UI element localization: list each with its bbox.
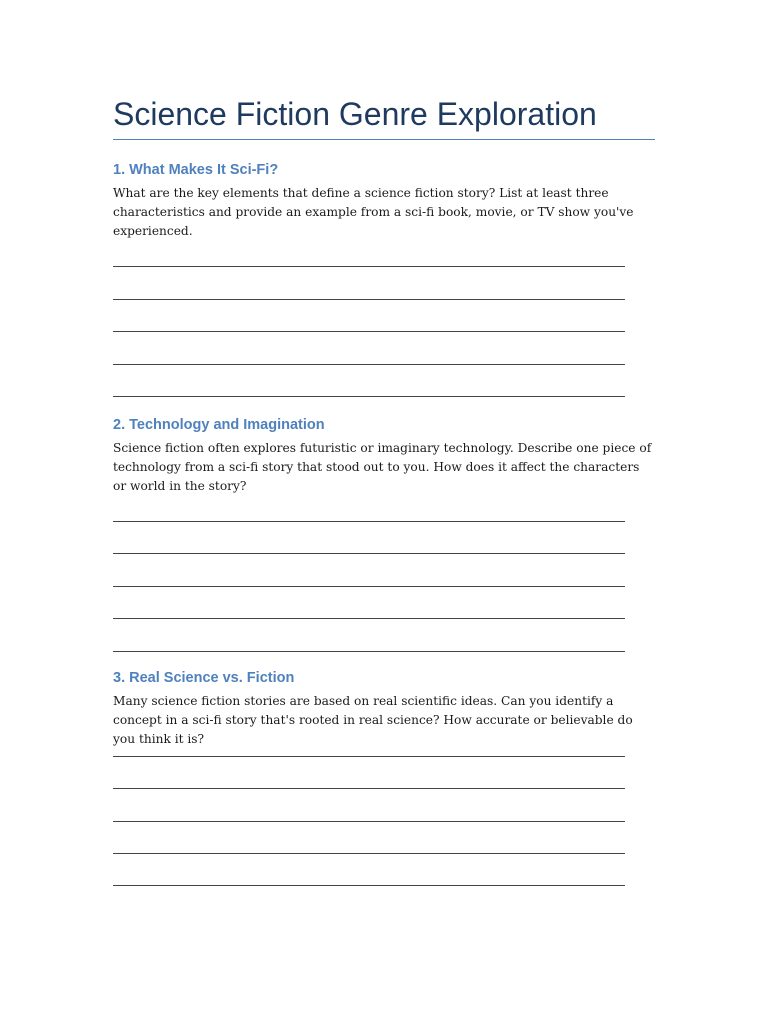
section-3-answer-line-4[interactable] bbox=[113, 853, 625, 854]
section-1-answer-line-3[interactable] bbox=[113, 331, 625, 332]
section-3-answer-line-1[interactable] bbox=[113, 756, 625, 757]
section-3-prompt: Many science fiction stories are based on real scientific ideas. Can you identify a concept in a sci-fi story that's rooted in real science? How accurate or believable do you think it is? bbox=[113, 694, 633, 746]
section-2 bbox=[113, 415, 655, 496]
section-1 bbox=[113, 160, 655, 241]
section-1-answer-line-5[interactable] bbox=[113, 396, 625, 397]
section-2-answer-line-1[interactable] bbox=[113, 521, 625, 522]
section-1-answer-line-4[interactable] bbox=[113, 364, 625, 365]
section-3 bbox=[113, 668, 655, 749]
section-3-answer-line-2[interactable] bbox=[113, 788, 625, 789]
section-2-answer-line-2[interactable] bbox=[113, 553, 625, 554]
section-1-answer-line-2[interactable] bbox=[113, 299, 625, 300]
section-2-answer-line-4[interactable] bbox=[113, 618, 625, 619]
page-title: Science Fiction Genre Exploration bbox=[113, 96, 597, 132]
section-2-prompt: Science fiction often explores futuristic or imaginary technology. Describe one piece of technology from a sci-fi story that stood out to you. How does it affect the characters or world in the story? bbox=[113, 441, 652, 493]
title-divider bbox=[113, 139, 655, 140]
section-1-prompt: What are the key elements that define a science fiction story? List at least three characteristics and provide an example from a sci-fi book, movie, or TV show you've experienced. bbox=[113, 186, 634, 238]
section-3-answer-line-5[interactable] bbox=[113, 885, 625, 886]
section-3-heading: 3. Real Science vs. Fiction bbox=[113, 670, 295, 686]
section-2-heading: 2. Technology and Imagination bbox=[113, 417, 325, 433]
section-1-heading: 1. What Makes It Sci-Fi? bbox=[113, 162, 279, 178]
section-2-answer-line-3[interactable] bbox=[113, 586, 625, 587]
section-2-answer-line-5[interactable] bbox=[113, 651, 625, 652]
section-3-answer-line-3[interactable] bbox=[113, 821, 625, 822]
section-1-answer-line-1[interactable] bbox=[113, 266, 625, 267]
